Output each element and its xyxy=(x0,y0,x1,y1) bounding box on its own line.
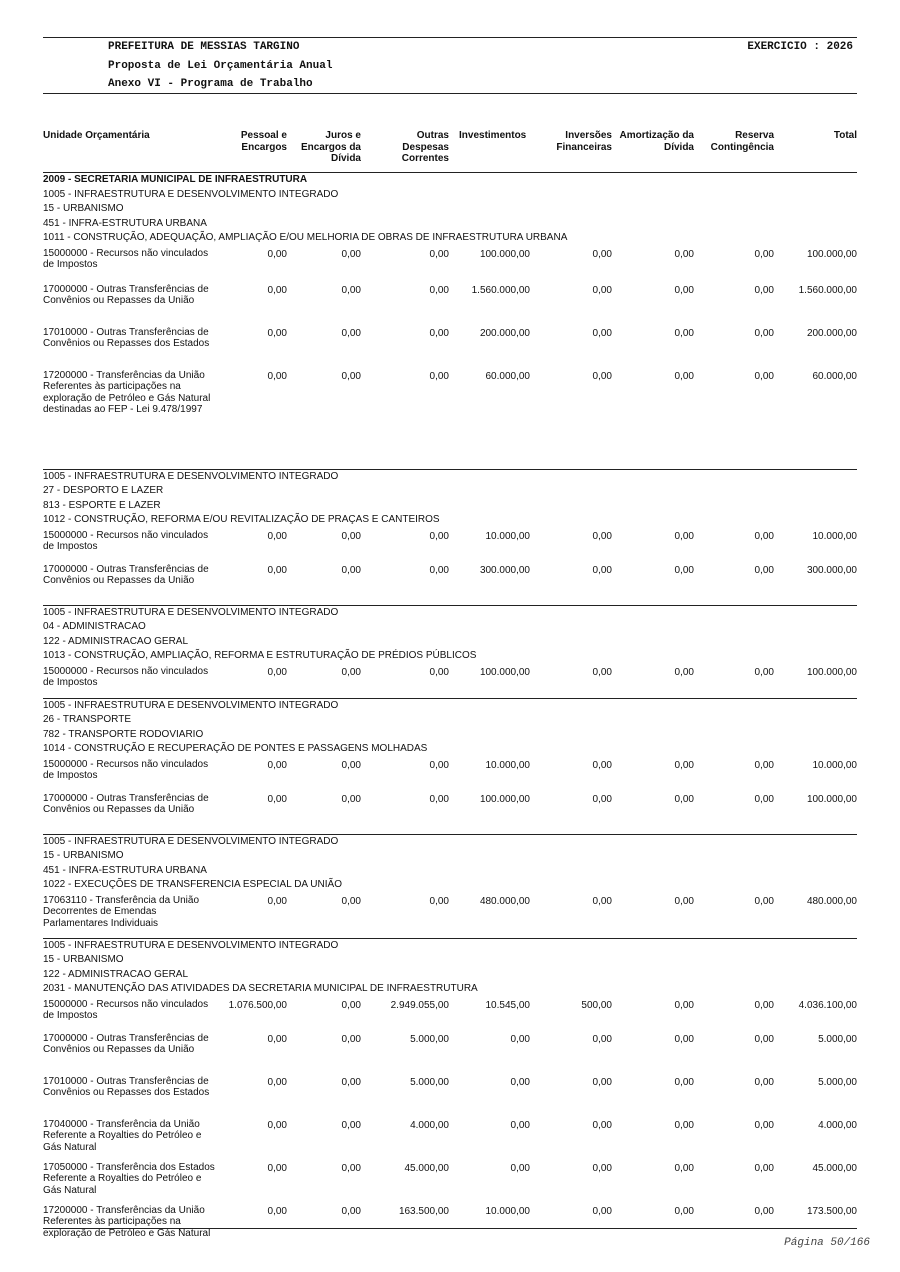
subfunction-line: 813 - ESPORTE E LAZER xyxy=(43,499,161,511)
action-line: 1014 - CONSTRUÇÃO E RECUPERAÇÃO DE PONTES E PASSAGENS MOLHADAS xyxy=(43,743,428,754)
amount-cell: 0,00 xyxy=(754,284,774,296)
amount-cell: 0,00 xyxy=(592,530,612,542)
program-sections xyxy=(43,188,857,1259)
amount-cell: 100.000,00 xyxy=(479,248,530,260)
amount-cell: 0,00 xyxy=(754,895,774,907)
amount-cell: 0,00 xyxy=(674,793,694,805)
table-row xyxy=(43,791,857,834)
amount-cell: 0,00 xyxy=(510,1162,530,1174)
amount-cell: 10.000,00 xyxy=(812,759,857,771)
amount-cell: 0,00 xyxy=(341,564,361,576)
amount-cell: 0,00 xyxy=(341,1162,361,1174)
table-row xyxy=(43,246,857,282)
amount-cell: 0,00 xyxy=(592,284,612,296)
resource-source: 15000000 - Recursos não vinculados de Impostos xyxy=(43,247,209,271)
amount-cell: 0,00 xyxy=(674,530,694,542)
amount-cell: 5.000,00 xyxy=(818,1033,857,1045)
function-line: 15 - URBANISMO xyxy=(43,203,124,214)
col-outras: Outras Despesas Correntes xyxy=(401,130,449,164)
amount-cell: 0,00 xyxy=(754,530,774,542)
resource-source: 17010000 - Outras Transferências de Convênios ou Repasses dos Estados xyxy=(43,1075,210,1099)
function-line: 27 - DESPORTO E LAZER xyxy=(43,485,164,496)
amount-cell: 100.000,00 xyxy=(479,793,530,805)
amount-cell: 5.000,00 xyxy=(818,1076,857,1088)
col-pessoal: Pessoal e Encargos xyxy=(240,130,287,153)
amount-cell: 0,00 xyxy=(754,1162,774,1174)
amount-cell: 0,00 xyxy=(267,248,287,260)
amount-cell: 0,00 xyxy=(754,248,774,260)
amount-cell: 1.076.500,00 xyxy=(228,999,287,1011)
function-line: 26 - TRANSPORTE xyxy=(43,714,131,725)
municipality-title: PREFEITURA DE MESSIAS TARGINO xyxy=(108,41,300,53)
program-section xyxy=(43,188,857,470)
amount-cell: 45.000,00 xyxy=(404,1162,449,1174)
col-total: Total xyxy=(833,130,857,141)
amount-cell: 0,00 xyxy=(341,1076,361,1088)
column-headers xyxy=(43,130,857,172)
amount-cell: 0,00 xyxy=(754,1076,774,1088)
amount-cell: 0,00 xyxy=(341,370,361,382)
amount-cell: 0,00 xyxy=(754,666,774,678)
program-section xyxy=(43,699,857,835)
amount-cell: 0,00 xyxy=(754,1205,774,1217)
amount-cell: 0,00 xyxy=(341,327,361,339)
amount-cell: 0,00 xyxy=(754,793,774,805)
action-line: 1022 - EXECUÇÕES DE TRANSFERENCIA ESPECIAL DA UNIÃO xyxy=(43,879,342,890)
amount-cell: 0,00 xyxy=(592,327,612,339)
amount-cell: 4.000,00 xyxy=(818,1119,857,1131)
amount-cell: 0,00 xyxy=(754,1119,774,1131)
amount-cell: 100.000,00 xyxy=(806,666,857,678)
amount-cell: 0,00 xyxy=(429,248,449,260)
resource-source: 17050000 - Transferência dos Estados Referente a Royalties do Petróleo e Gás Natural xyxy=(43,1161,215,1196)
amount-cell: 0,00 xyxy=(341,248,361,260)
amount-cell: 0,00 xyxy=(267,1076,287,1088)
amount-cell: 0,00 xyxy=(674,1033,694,1045)
amount-cell: 0,00 xyxy=(592,759,612,771)
amount-cell: 0,00 xyxy=(754,759,774,771)
program-line: 1005 - INFRAESTRUTURA E DESENVOLVIMENTO INTEGRADO xyxy=(43,699,339,711)
amount-cell: 0,00 xyxy=(341,530,361,542)
amount-cell: 0,00 xyxy=(341,1119,361,1131)
amount-cell: 480.000,00 xyxy=(479,895,530,907)
table-row xyxy=(43,562,857,605)
amount-cell: 0,00 xyxy=(341,999,361,1011)
subfunction-line: 782 - TRANSPORTE RODOVIARIO xyxy=(43,728,204,740)
amount-cell: 0,00 xyxy=(674,248,694,260)
resource-source: 15000000 - Recursos não vinculados de Impostos xyxy=(43,529,209,553)
amount-cell: 0,00 xyxy=(754,999,774,1011)
amount-cell: 0,00 xyxy=(592,370,612,382)
amount-cell: 10.545,00 xyxy=(485,999,530,1011)
amount-cell: 300.000,00 xyxy=(806,564,857,576)
col-amortizacao: Amortização da Dívida xyxy=(619,130,694,153)
amount-cell: 0,00 xyxy=(267,1119,287,1131)
amount-cell: 163.500,00 xyxy=(398,1205,449,1217)
action-line: 1013 - CONSTRUÇÃO, AMPLIAÇÃO, REFORMA E ESTRUTURAÇÃO DE PRÉDIOS PÚBLICOS xyxy=(43,650,477,661)
amount-cell: 0,00 xyxy=(429,666,449,678)
amount-cell: 0,00 xyxy=(429,564,449,576)
amount-cell: 0,00 xyxy=(674,1205,694,1217)
amount-cell: 200.000,00 xyxy=(806,327,857,339)
amount-cell: 0,00 xyxy=(592,1033,612,1045)
amount-cell: 0,00 xyxy=(674,327,694,339)
amount-cell: 100.000,00 xyxy=(806,248,857,260)
amount-cell: 0,00 xyxy=(592,564,612,576)
amount-cell: 0,00 xyxy=(592,1162,612,1174)
amount-cell: 0,00 xyxy=(592,1119,612,1131)
header-bottom-rule xyxy=(43,93,857,94)
footer-rule xyxy=(43,1228,857,1229)
amount-cell: 0,00 xyxy=(341,759,361,771)
amount-cell: 0,00 xyxy=(267,1033,287,1045)
amount-cell: 173.500,00 xyxy=(806,1205,857,1217)
amount-cell: 0,00 xyxy=(592,895,612,907)
amount-cell: 0,00 xyxy=(592,1205,612,1217)
fiscal-year: EXERCICIO : 2026 xyxy=(747,41,853,53)
resource-source: 17000000 - Outras Transferências de Convênios ou Repasses da União xyxy=(43,283,209,307)
action-line: 1012 - CONSTRUÇÃO, REFORMA E/OU REVITALIZAÇÃO DE PRAÇAS E CANTEIROS xyxy=(43,514,440,525)
amount-cell: 0,00 xyxy=(429,759,449,771)
amount-cell: 5.000,00 xyxy=(410,1076,449,1088)
subfunction-line: 451 - INFRA-ESTRUTURA URBANA xyxy=(43,864,207,876)
amount-cell: 0,00 xyxy=(754,370,774,382)
amount-cell: 45.000,00 xyxy=(812,1162,857,1174)
amount-cell: 300.000,00 xyxy=(479,564,530,576)
section-gap xyxy=(43,456,857,469)
col-unidade: Unidade Orçamentária xyxy=(43,130,150,141)
resource-source: 17040000 - Transferência da União Referente a Royalties do Petróleo e Gás Natural xyxy=(43,1118,202,1153)
table-row xyxy=(43,997,857,1031)
col-reserva: Reserva Contingência xyxy=(710,130,774,153)
header-top-rule xyxy=(43,37,857,38)
amount-cell: 0,00 xyxy=(429,530,449,542)
function-line: 15 - URBANISMO xyxy=(43,850,124,861)
col-investimentos: Investimentos xyxy=(459,130,527,141)
program-line: 1005 - INFRAESTRUTURA E DESENVOLVIMENTO INTEGRADO xyxy=(43,939,339,951)
table-row xyxy=(43,893,857,938)
amount-cell: 0,00 xyxy=(267,564,287,576)
amount-cell: 500,00 xyxy=(581,999,612,1011)
amount-cell: 0,00 xyxy=(510,1076,530,1088)
table-row xyxy=(43,1074,857,1117)
resource-source: 15000000 - Recursos não vinculados de Impostos xyxy=(43,758,209,782)
amount-cell: 0,00 xyxy=(674,895,694,907)
amount-cell: 480.000,00 xyxy=(806,895,857,907)
amount-cell: 0,00 xyxy=(674,1076,694,1088)
subfunction-line: 122 - ADMINISTRACAO GERAL xyxy=(43,635,189,647)
amount-cell: 0,00 xyxy=(341,1033,361,1045)
amount-cell: 60.000,00 xyxy=(812,370,857,382)
amount-cell: 0,00 xyxy=(674,370,694,382)
amount-cell: 1.560.000,00 xyxy=(798,284,857,296)
table-row xyxy=(43,282,857,325)
amount-cell: 0,00 xyxy=(754,564,774,576)
table-row xyxy=(43,368,857,456)
amount-cell: 10.000,00 xyxy=(485,759,530,771)
amount-cell: 0,00 xyxy=(267,895,287,907)
table-row xyxy=(43,1031,857,1074)
amount-cell: 0,00 xyxy=(510,1033,530,1045)
amount-cell: 0,00 xyxy=(267,370,287,382)
amount-cell: 0,00 xyxy=(674,666,694,678)
resource-source: 15000000 - Recursos não vinculados de Impostos xyxy=(43,998,209,1022)
resource-source: 17200000 - Transferências da União Referentes às participações na exploração de Petróleo e Gás Natural xyxy=(43,1204,211,1239)
table-row xyxy=(43,1117,857,1160)
amount-cell: 0,00 xyxy=(267,327,287,339)
amount-cell: 0,00 xyxy=(341,284,361,296)
subfunction-line: 451 - INFRA-ESTRUTURA URBANA xyxy=(43,217,207,229)
amount-cell: 0,00 xyxy=(341,793,361,805)
amount-cell: 0,00 xyxy=(267,284,287,296)
amount-cell: 0,00 xyxy=(429,284,449,296)
page-number: Página 50/166 xyxy=(784,1237,870,1249)
subfunction-line: 122 - ADMINISTRACAO GERAL xyxy=(43,968,189,980)
amount-cell: 0,00 xyxy=(341,1205,361,1217)
program-section xyxy=(43,470,857,606)
amount-cell: 4.000,00 xyxy=(410,1119,449,1131)
unit-title: 2009 - SECRETARIA MUNICIPAL DE INFRAESTRUTURA xyxy=(43,174,308,185)
table-row xyxy=(43,528,857,562)
resource-source: 15000000 - Recursos não vinculados de Impostos xyxy=(43,665,209,689)
program-section xyxy=(43,835,857,939)
amount-cell: 5.000,00 xyxy=(410,1033,449,1045)
function-line: 04 - ADMINISTRACAO xyxy=(43,621,146,632)
amount-cell: 0,00 xyxy=(754,327,774,339)
amount-cell: 100.000,00 xyxy=(479,666,530,678)
amount-cell: 10.000,00 xyxy=(485,1205,530,1217)
amount-cell: 0,00 xyxy=(429,327,449,339)
amount-cell: 0,00 xyxy=(592,666,612,678)
budget-table xyxy=(43,130,857,1259)
program-line: 1005 - INFRAESTRUTURA E DESENVOLVIMENTO INTEGRADO xyxy=(43,606,339,618)
amount-cell: 0,00 xyxy=(267,1162,287,1174)
resource-source: 17010000 - Outras Transferências de Convênios ou Repasses dos Estados xyxy=(43,326,210,350)
document-title: Proposta de Lei Orçamentária Anual xyxy=(108,60,333,72)
amount-cell: 0,00 xyxy=(267,793,287,805)
amount-cell: 0,00 xyxy=(674,999,694,1011)
action-line: 2031 - MANUTENÇÃO DAS ATIVIDADES DA SECRETARIA MUNICIPAL DE INFRAESTRUTURA xyxy=(43,983,478,994)
amount-cell: 4.036.100,00 xyxy=(798,999,857,1011)
amount-cell: 0,00 xyxy=(674,284,694,296)
amount-cell: 0,00 xyxy=(267,1205,287,1217)
amount-cell: 0,00 xyxy=(429,895,449,907)
resource-source: 17063110 - Transferência da União Decorrentes de Emendas Parlamentares Individuais xyxy=(43,894,200,929)
amount-cell: 0,00 xyxy=(341,895,361,907)
amount-cell: 200.000,00 xyxy=(479,327,530,339)
table-row xyxy=(43,664,857,698)
action-line: 1011 - CONSTRUÇÃO, ADEQUAÇÃO, AMPLIAÇÃO E/OU MELHORIA DE OBRAS DE INFRAESTRUTURA URBANA xyxy=(43,232,568,243)
annex-title: Anexo VI - Programa de Trabalho xyxy=(108,78,313,90)
amount-cell: 0,00 xyxy=(429,793,449,805)
amount-cell: 2.949.055,00 xyxy=(390,999,449,1011)
amount-cell: 0,00 xyxy=(341,666,361,678)
table-row xyxy=(43,1203,857,1259)
program-line: 1005 - INFRAESTRUTURA E DESENVOLVIMENTO INTEGRADO xyxy=(43,470,339,482)
col-inversoes: Inversões Financeiras xyxy=(556,130,612,153)
amount-cell: 0,00 xyxy=(510,1119,530,1131)
amount-cell: 0,00 xyxy=(674,759,694,771)
amount-cell: 0,00 xyxy=(267,530,287,542)
amount-cell: 0,00 xyxy=(592,248,612,260)
amount-cell: 100.000,00 xyxy=(806,793,857,805)
resource-source: 17000000 - Outras Transferências de Convênios ou Repasses da União xyxy=(43,563,209,587)
program-section xyxy=(43,606,857,699)
amount-cell: 0,00 xyxy=(429,370,449,382)
amount-cell: 60.000,00 xyxy=(485,370,530,382)
table-row xyxy=(43,1160,857,1203)
amount-cell: 0,00 xyxy=(674,564,694,576)
program-section xyxy=(43,939,857,1259)
resource-source: 17000000 - Outras Transferências de Convênios ou Repasses da União xyxy=(43,792,209,816)
program-line: 1005 - INFRAESTRUTURA E DESENVOLVIMENTO INTEGRADO xyxy=(43,835,339,847)
amount-cell: 1.560.000,00 xyxy=(471,284,530,296)
resource-source: 17200000 - Transferências da União Referentes às participações na exploração de Petróleo e Gás Natural destinadas ao FEP - Lei 9.478/1997 xyxy=(43,369,211,416)
program-line: 1005 - INFRAESTRUTURA E DESENVOLVIMENTO INTEGRADO xyxy=(43,188,339,200)
amount-cell: 0,00 xyxy=(267,759,287,771)
amount-cell: 0,00 xyxy=(674,1162,694,1174)
amount-cell: 0,00 xyxy=(267,666,287,678)
amount-cell: 10.000,00 xyxy=(485,530,530,542)
amount-cell: 0,00 xyxy=(674,1119,694,1131)
col-juros: Juros e Encargos da Dívida xyxy=(300,130,361,164)
amount-cell: 10.000,00 xyxy=(812,530,857,542)
table-row xyxy=(43,325,857,368)
resource-source: 17000000 - Outras Transferências de Convênios ou Repasses da União xyxy=(43,1032,209,1056)
amount-cell: 0,00 xyxy=(592,1076,612,1088)
amount-cell: 0,00 xyxy=(754,1033,774,1045)
amount-cell: 0,00 xyxy=(592,793,612,805)
table-row xyxy=(43,757,857,791)
function-line: 15 - URBANISMO xyxy=(43,954,124,965)
